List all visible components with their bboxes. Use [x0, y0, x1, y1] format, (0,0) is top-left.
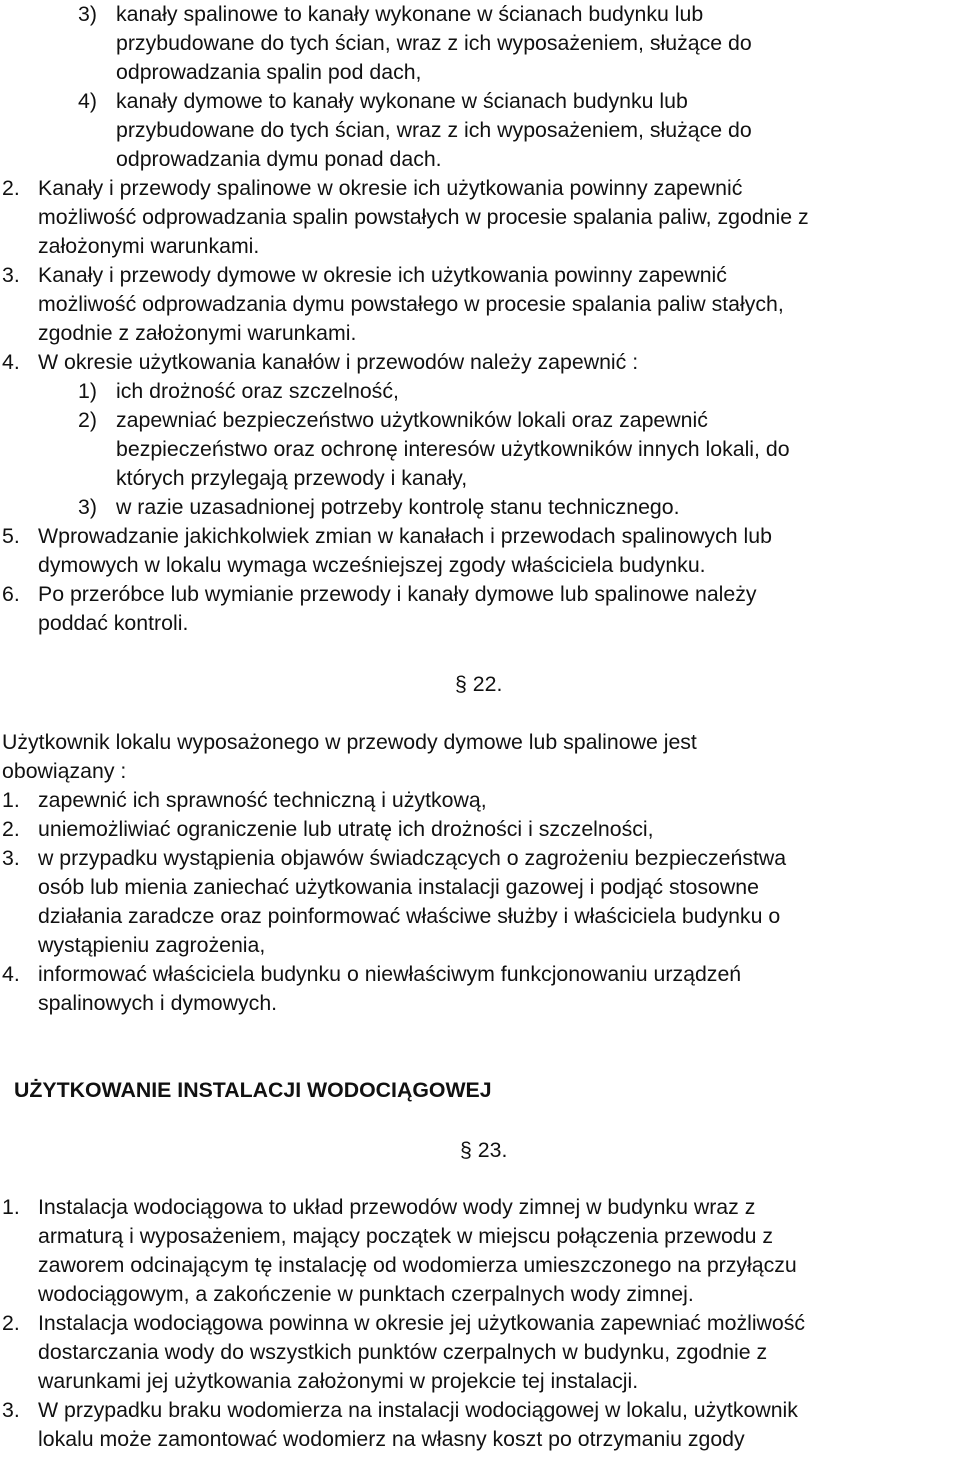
list-number: 5. [2, 524, 20, 548]
list-item-line: Instalacja wodociągowa to układ przewodów wody zimnej w budynku wraz z [38, 1195, 756, 1219]
list-number: 1. [2, 1195, 20, 1219]
paragraph-line: Użytkownik lokalu wyposażonego w przewody dymowe lub spalinowe jest [2, 730, 697, 754]
list-item-line: spalinowych i dymowych. [38, 991, 278, 1015]
list-item-line: poddać kontroli. [38, 611, 189, 635]
list-item-line: uniemożliwiać ograniczenie lub utratę ich drożności i szczelności, [38, 817, 654, 841]
list-number: 6. [2, 582, 20, 606]
list-number: 3. [2, 1398, 20, 1422]
list-item-line: kanały spalinowe to kanały wykonane w ścianach budynku lub [116, 2, 704, 26]
list-item-line: armaturą i wyposażeniem, mający początek w miejscu połączenia przewodu z [38, 1224, 774, 1248]
list-item-line: odprowadzania spalin pod dach, [116, 60, 422, 84]
list-number: 4. [2, 350, 20, 374]
list-number: 2. [2, 1311, 20, 1335]
list-number: 1. [2, 788, 20, 812]
list-item-line: lokalu może zamontować wodomierz na własny koszt po otrzymaniu zgody [38, 1427, 745, 1451]
list-number: 2. [2, 817, 20, 841]
list-item-line: informować właściciela budynku o niewłaściwym funkcjonowaniu urządzeń [38, 962, 742, 986]
sublist-item-line: ich drożność oraz szczelność, [116, 379, 399, 403]
list-item-line: wodociągowym, a zakończenie w punktach czerpalnych wody zimnej. [38, 1282, 694, 1306]
sublist-number: 3) [78, 495, 97, 519]
list-number: 3. [2, 263, 20, 287]
list-item-line: przybudowane do tych ścian, wraz z ich wyposażeniem, służące do [116, 118, 752, 142]
paragraph-line: obowiązany : [2, 759, 127, 783]
list-item-line: zgodnie z założonymi warunkami. [38, 321, 357, 345]
list-item-line: zapewnić ich sprawność techniczną i użytkową, [38, 788, 487, 812]
section-heading-23: § 23. [460, 1138, 508, 1162]
list-item-line: Po przeróbce lub wymianie przewody i kanały dymowe lub spalinowe należy [38, 582, 757, 606]
list-item-line: Instalacja wodociągowa powinna w okresie jej użytkowania zapewniać możliwość [38, 1311, 806, 1335]
list-item-line: założonymi warunkami. [38, 234, 260, 258]
list-item-line: Kanały i przewody spalinowe w okresie ich użytkowania powinny zapewnić [38, 176, 743, 200]
list-number: 3) [78, 2, 97, 26]
list-number: 2. [2, 176, 20, 200]
list-item-line: wystąpieniu zagrożenia, [38, 933, 266, 957]
list-item-line: osób lub mienia zaniechać użytkowania instalacji gazowej i podjąć stosowne [38, 875, 759, 899]
list-item-line: dymowych w lokalu wymaga wcześniejszej zgody właściciela budynku. [38, 553, 706, 577]
chapter-title: UŻYTKOWANIE INSTALACJI WODOCIĄGOWEJ [14, 1078, 492, 1102]
sublist-number: 1) [78, 379, 97, 403]
list-item-line: przybudowane do tych ścian, wraz z ich wyposażeniem, służące do [116, 31, 752, 55]
sublist-item-line: zapewniać bezpieczeństwo użytkowników lokali oraz zapewnić [116, 408, 708, 432]
list-item-line: zaworem odcinającym tę instalację od wodomierza umieszczonego na przyłączu [38, 1253, 797, 1277]
list-item-line: Wprowadzanie jakichkolwiek zmian w kanałach i przewodach spalinowych lub [38, 524, 772, 548]
list-item-line: warunkami jej użytkowania założonymi w projekcie tej instalacji. [38, 1369, 639, 1393]
sublist-item-line: w razie uzasadnionej potrzeby kontrolę stanu technicznego. [116, 495, 680, 519]
list-item-line: Kanały i przewody dymowe w okresie ich użytkowania powinny zapewnić [38, 263, 727, 287]
list-item-line: dostarczania wody do wszystkich punktów czerpalnych w budynku, zgodnie z [38, 1340, 768, 1364]
list-item-line: działania zaradcze oraz poinformować właściwe służby i właściciela budynku o [38, 904, 781, 928]
section-heading-22: § 22. [455, 672, 503, 696]
list-item-line: możliwość odprowadzania spalin powstałych w procesie spalania paliw, zgodnie z [38, 205, 809, 229]
list-number: 4) [78, 89, 97, 113]
sublist-item-line: których przylegają przewody i kanały, [116, 466, 468, 490]
list-item-line: W przypadku braku wodomierza na instalacji wodociągowej w lokalu, użytkownik [38, 1398, 798, 1422]
sublist-item-line: bezpieczeństwo oraz ochronę interesów użytkowników innych lokali, do [116, 437, 790, 461]
list-number: 3. [2, 846, 20, 870]
list-item-line: W okresie użytkowania kanałów i przewodów należy zapewnić : [38, 350, 639, 374]
list-item-line: odprowadzania dymu ponad dach. [116, 147, 442, 171]
list-number: 4. [2, 962, 20, 986]
list-item-line: kanały dymowe to kanały wykonane w ścianach budynku lub [116, 89, 688, 113]
list-item-line: w przypadku wystąpienia objawów świadczących o zagrożeniu bezpieczeństwa [38, 846, 787, 870]
list-item-line: możliwość odprowadzania dymu powstałego w procesie spalania paliw stałych, [38, 292, 784, 316]
sublist-number: 2) [78, 408, 97, 432]
